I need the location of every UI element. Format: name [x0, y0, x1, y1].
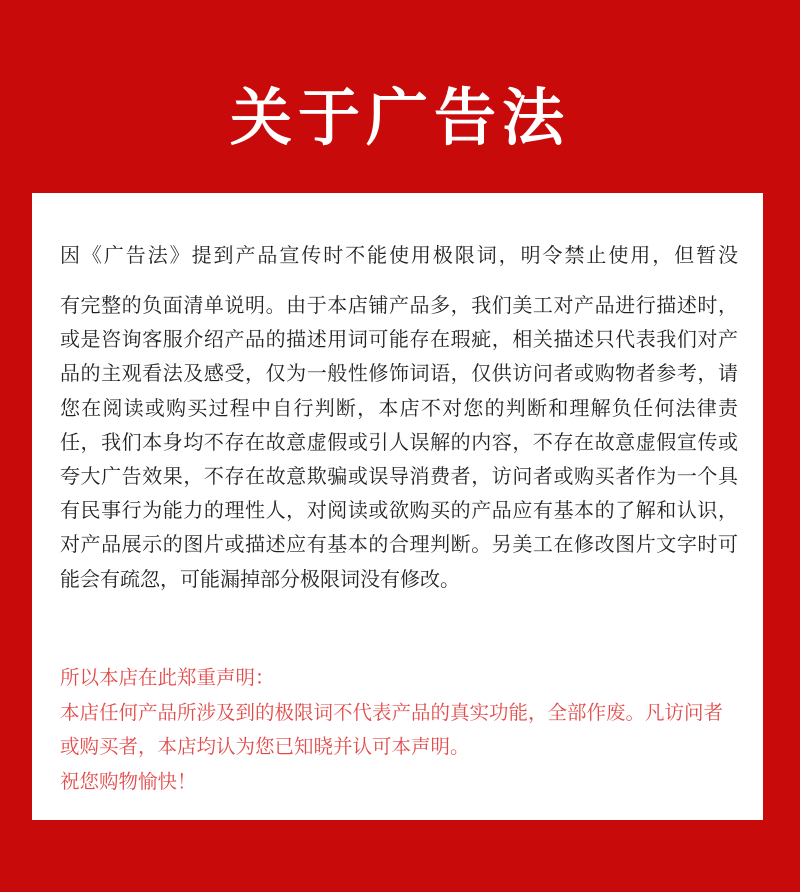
notice-closing: 祝您购物愉快！ [60, 769, 197, 793]
notice-block [60, 661, 740, 799]
notice-heading: 所以本店在此郑重声明： [60, 666, 275, 689]
body-paragraph: 有完整的负面清单说明。由于本店铺产品多，我们美工对产品进行描述时，或是咨询客服介绍产品的描述用词可能存在瑕疵，相关描述只代表我们对产品的主观看法及感受，仅为一般性修饰词语，仅供访问者或购物者参考，请您在阅读或购买过程中自行判断，本店不对您的判断和理解负任何法律责任，我们本身均不存在故意虚假或引人误解的内容，不存在故意虚假宣传或夸大广告效果，不存在故意欺骗或误导消费者，访问者或购买者作为一个具有民事行为能力的理性人，对阅读或欲购买的产品应有基本的了解和认识，对产品展示的图片或描述应有基本的合理判断。另美工在修改图片文字时可能会有疏忽，可能漏掉部分极限词没有修改。 [60, 293, 738, 591]
body-paragraph-first-line: 因《广告法》提到产品宣传时不能使用极限词，明令禁止使用，但暂没 [60, 243, 738, 267]
page-title: 关于广告法 [229, 81, 570, 154]
notice-statement: 本店任何产品所涉及到的极限词不代表产品的真实功能，全部作废。凡访问者或购买者，本店均认为您已知晓并认可本声明。 [60, 700, 724, 758]
content-card [32, 193, 763, 820]
